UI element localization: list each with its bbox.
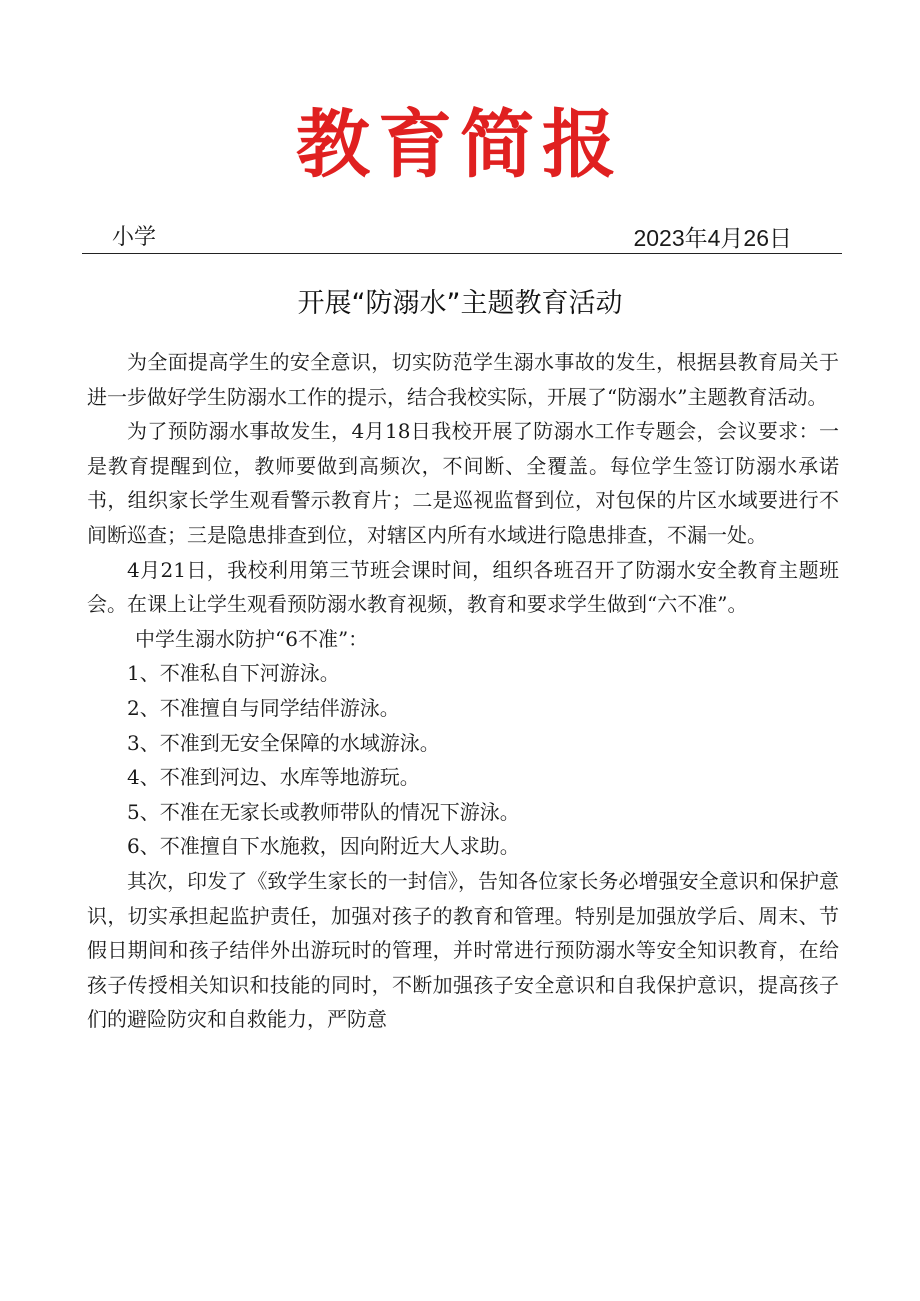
- rule-item: 3、不准到无安全保障的水域游泳。: [127, 730, 440, 755]
- rule-item: 1、不准私自下河游泳。: [127, 661, 340, 686]
- paragraph: 为了预防溺水事故发生，4月18日我校开展了防溺水工作专题会，会议要求：一是教育提醒到位，教师要做到高频次，不间断、全覆盖。每位学生签订防溺水承诺书，组织家长学生观看警示教育片；二是巡视监督到位，对包保的片区水域要进行不间断巡查；三是隐患排查到位，对辖区内所有水域进行隐患排查，不漏一处。: [87, 419, 839, 547]
- masthead-title: 教育简报: [296, 102, 624, 188]
- rule-item: 2、不准擅自与同学结伴游泳。: [127, 695, 400, 720]
- header-divider: [82, 253, 842, 254]
- school-name: 小学: [112, 225, 157, 250]
- paragraph: 为全面提高学生的安全意识，切实防范学生溺水事故的发生，根据县教育局关于进一步做好学生防溺水工作的提示，结合我校实际，开展了“防溺水”主题教育活动。: [87, 350, 839, 409]
- rule-item: 6、不准擅自下水施救，因向附近大人求助。: [127, 834, 520, 859]
- paragraph: 4月21日，我校利用第三节班会课时间，组织各班召开了防溺水安全教育主题班会。在课上让学生观看预防溺水教育视频，教育和要求学生做到“六不准”。: [87, 557, 839, 617]
- paragraph-closing: 其次，印发了《致学生家长的一封信》，告知各位家长务必增强安全意识和保护意识，切实承担起监护责任，加强对孩子的教育和管理。特别是加强放学后、周末、节假日期间和孩子结伴外出游玩时的管理，并时常进行预防溺水等安全知识教育，在给孩子传授相关知识和技能的同时，不断加强孩子安全意识和自我保护意识，提高孩子们的避险防灾和自救能力，严防意: [87, 868, 839, 1032]
- rule-item: 5、不准在无家长或教师带队的情况下游泳。: [127, 799, 520, 824]
- article-body: [87, 345, 839, 1037]
- article-headline: 开展“防溺水”主题教育活动: [297, 288, 623, 319]
- rules-intro: 中学生溺水防护“6不准”：: [135, 626, 369, 651]
- rule-item: 4、不准到河边、水库等地游玩。: [127, 765, 420, 790]
- meta-row: [82, 222, 842, 254]
- issue-date: 2023年4月26日: [633, 225, 792, 251]
